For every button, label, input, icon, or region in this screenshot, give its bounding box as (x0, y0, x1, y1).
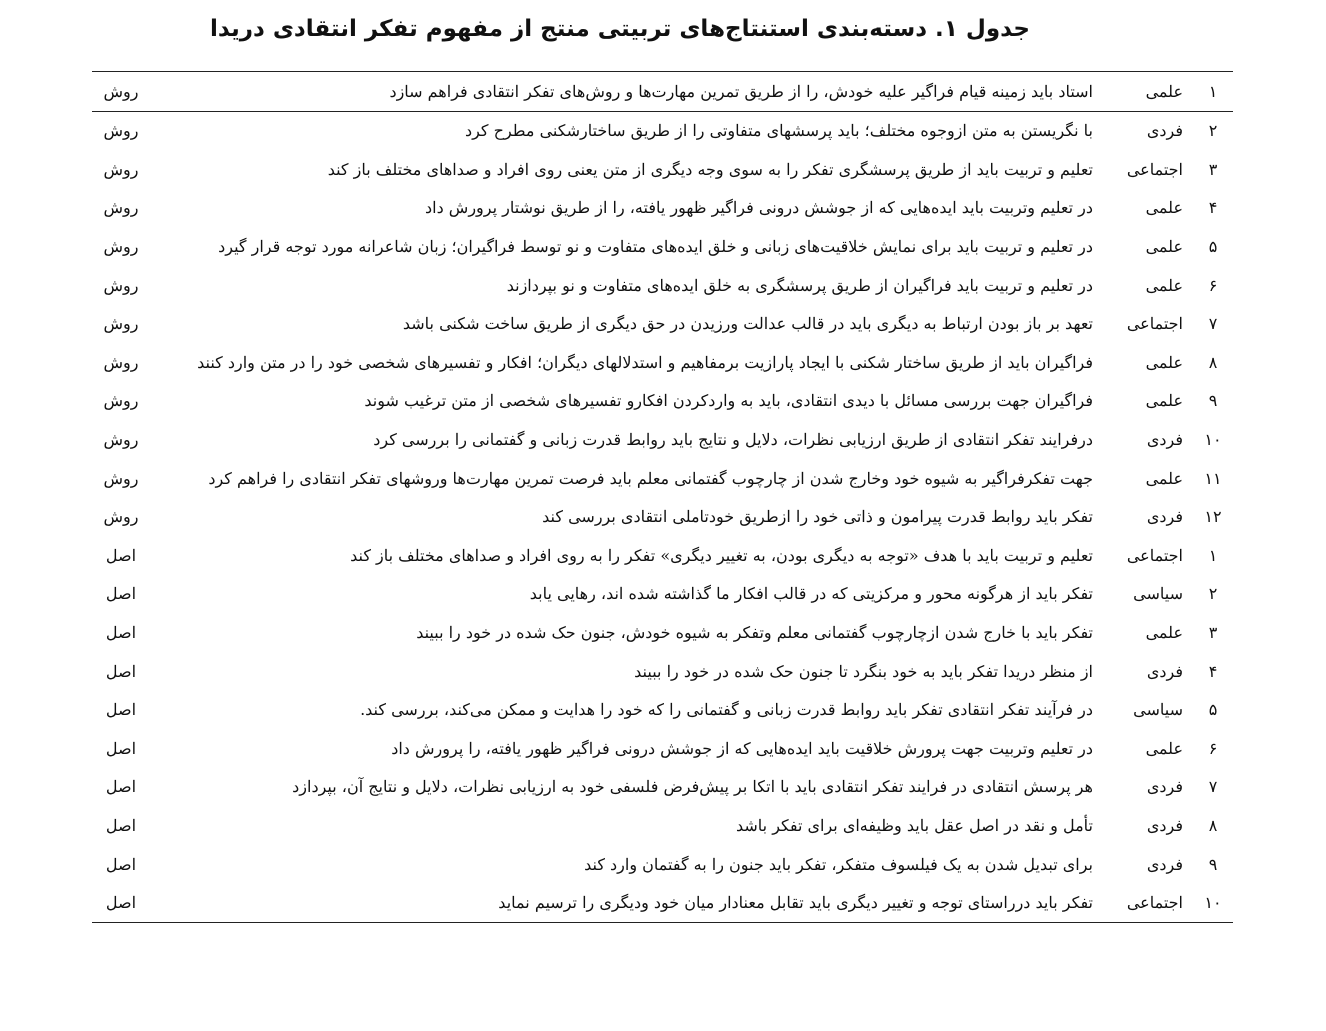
row-category: فردی (1146, 121, 1183, 141)
row-number: ۱۰ (1204, 893, 1222, 913)
row-text: در فرآیند تفکر انتقادی تفکر باید روابط قدرت زبانی و گفتمانی را که خود را هدایت و ممکن می‌کند، بررسی کند. (360, 700, 1093, 720)
row-type: روش (103, 314, 139, 334)
row-type: اصل (105, 584, 137, 604)
table-row (92, 189, 1233, 228)
bottom-rule (92, 922, 1233, 923)
row-type: روش (103, 121, 139, 141)
row-number: ۱۰ (1204, 430, 1222, 450)
row-number: ۴ (1208, 661, 1218, 681)
row-number: ۱۲ (1204, 507, 1222, 527)
row-type: روش (103, 275, 139, 295)
row-type: روش (103, 237, 139, 257)
row-category: علمی (1145, 391, 1183, 411)
row-text: تفکر باید با خارج شدن ازچارچوب گفتمانی معلم وتفکر به شیوه خودش، جنون حک شده در خود را ببیند (416, 623, 1093, 643)
table-row (92, 112, 1233, 151)
row-category: فردی (1146, 854, 1183, 874)
row-text: هر پرسش انتقادی در فرایند تفکر انتقادی باید با اتکا بر پیش‌فرض فلسفی خود به ارزیابی نظرات، دلایل و نتایج آن، بپردازد (292, 777, 1093, 797)
row-category: فردی (1146, 430, 1183, 450)
table-row (92, 537, 1233, 576)
row-number: ۲ (1208, 121, 1218, 141)
row-category: اجتماعی (1126, 893, 1183, 913)
row-text: در تعلیم وتربیت جهت پرورش خلاقیت باید ایده‌هایی که از جوشش درونی فراگیر ظهور یافته، را پرورش داد (391, 738, 1093, 758)
row-number: ۷ (1208, 314, 1218, 334)
row-type: روش (103, 507, 139, 527)
row-category: علمی (1145, 237, 1183, 257)
row-text: تعلیم و تربیت باید از طریق پرسشگری تفکر را به سوی وجه دیگری از متن یعنی روی افراد و صداهای مختلف باز کند (327, 159, 1093, 179)
row-category: سیاسی (1133, 700, 1183, 720)
row-type: اصل (105, 700, 137, 720)
row-type: روش (103, 468, 139, 488)
row-number: ۷ (1208, 777, 1218, 797)
table-row (92, 498, 1233, 537)
table-row (92, 421, 1233, 460)
row-text: تأمل و نقد در اصل عقل باید وظیفه‌ای برای تفکر باشد (735, 815, 1093, 835)
table-body (92, 72, 1233, 922)
row-category: علمی (1145, 352, 1183, 372)
row-text: در تعلیم وتربیت باید ایده‌هایی که از جوشش درونی فراگیر ظهور یافته، را از طریق نوشتار پرورش داد (425, 198, 1093, 218)
row-text: در تعلیم و تربیت باید فراگیران از طریق پرسشگری به خلق ایده‌های متفاوت و نو بپردازند (506, 275, 1093, 295)
row-type: اصل (105, 623, 137, 643)
row-category: علمی (1145, 468, 1183, 488)
table-row (92, 266, 1233, 305)
row-category: علمی (1145, 81, 1183, 101)
row-number: ۳ (1208, 159, 1218, 179)
row-text: با نگریستن به متن ازوجوه مختلف؛ باید پرسشهای متفاوتی را از طریق ساختارشکنی مطرح کرد (464, 121, 1093, 141)
row-type: روش (103, 81, 139, 101)
row-text: تفکر باید درراستای توجه و تغییر دیگری باید تقابل معنادار میان خود ودیگری را ترسیم نماید (498, 893, 1093, 913)
row-text: درفرایند تفکر انتقادی از طریق ارزیابی نظرات، دلایل و نتایج باید روابط قدرت زبانی و گفتمانی را بررسی کرد (373, 430, 1093, 450)
row-category: اجتماعی (1126, 545, 1183, 565)
row-text: تعلیم و تربیت باید با هدف «توجه به دیگری بودن، به تغییر دیگری» تفکر را به روی افراد و صداهای مختلف باز کند (350, 545, 1093, 565)
row-type: اصل (105, 854, 137, 874)
table-row (92, 151, 1233, 190)
row-number: ۱۱ (1204, 468, 1222, 488)
row-number: ۲ (1208, 584, 1218, 604)
row-category: فردی (1146, 777, 1183, 797)
row-number: ۹ (1208, 854, 1218, 874)
table-row (92, 305, 1233, 344)
row-type: روش (103, 198, 139, 218)
table-row (92, 730, 1233, 769)
table-row (92, 72, 1233, 111)
row-category: علمی (1145, 623, 1183, 643)
row-category: اجتماعی (1126, 159, 1183, 179)
table-row (92, 884, 1233, 923)
row-type: اصل (105, 893, 137, 913)
table-row (92, 652, 1233, 691)
table-row (92, 382, 1233, 421)
row-category: سیاسی (1133, 584, 1183, 604)
row-number: ۱ (1208, 81, 1218, 101)
row-type: روش (103, 352, 139, 372)
table-row (92, 845, 1233, 884)
table-row (92, 228, 1233, 267)
row-text: از منظر دریدا تفکر باید به خود بنگرد تا جنون حک شده در خود را ببیند (634, 661, 1093, 681)
row-number: ۵ (1208, 700, 1218, 720)
table-title: جدول ۱. دسته‌بندی استنتاج‌های تربیتی منتج از مفهوم تفکر انتقادی دریدا (210, 16, 1030, 42)
row-number: ۵ (1208, 237, 1218, 257)
table-row (92, 768, 1233, 807)
row-type: اصل (105, 777, 137, 797)
table-row (92, 459, 1233, 498)
row-number: ۱ (1208, 545, 1218, 565)
table-row (92, 614, 1233, 653)
row-category: فردی (1146, 507, 1183, 527)
row-type: اصل (105, 738, 137, 758)
row-text: فراگیران باید از طریق ساختار شکنی با ایجاد پارازیت برمفاهیم و استدلالهای دیگران؛ افکار و تفسیرهای شخصی خود را در متن وارد کنند (197, 352, 1093, 372)
row-type: اصل (105, 545, 137, 565)
row-number: ۴ (1208, 198, 1218, 218)
row-category: اجتماعی (1126, 314, 1183, 334)
results-table (92, 71, 1233, 923)
row-category: فردی (1146, 815, 1183, 835)
row-text: جهت تفکرفراگیر به شیوه خود وخارج شدن از چارچوب گفتمانی معلم باید فرصت تمرین مهارت‌ها وروشهای تفکر انتقادی را فراهم کرد (208, 468, 1093, 488)
row-category: علمی (1145, 198, 1183, 218)
row-text: در تعلیم و تربیت باید برای نمایش خلاقیت‌های زبانی و خلق ایده‌های متفاوت و نو توسط فراگیران؛ زبان شاعرانه مورد توجه قرار گیرد (218, 237, 1093, 257)
row-type: اصل (105, 661, 137, 681)
row-text: تفکر باید از هرگونه محور و مرکزیتی که در قالب افکار ما گذاشته شده اند، رهایی یابد (529, 584, 1093, 604)
row-number: ۸ (1208, 815, 1218, 835)
row-type: روش (103, 391, 139, 411)
row-text: فراگیران جهت بررسی مسائل با دیدی انتقادی، باید به واردکردن افکارو تفسیرهای شخصی از متن ترغیب شوند (364, 391, 1093, 411)
row-number: ۳ (1208, 623, 1218, 643)
row-category: علمی (1145, 738, 1183, 758)
row-number: ۶ (1208, 738, 1218, 758)
row-text: تعهد بر باز بودن ارتباط به دیگری باید در قالب عدالت ورزیدن در حق دیگری از طریق ساخت شکنی باشد (402, 314, 1093, 334)
row-category: علمی (1145, 275, 1183, 295)
table-row (92, 344, 1233, 383)
row-text: تفکر باید روابط قدرت پیرامون و ذاتی خود را ازطریق خودتاملی انتقادی بررسی کند (542, 507, 1093, 527)
row-type: روش (103, 159, 139, 179)
row-type: روش (103, 430, 139, 450)
row-category: فردی (1146, 661, 1183, 681)
table-row (92, 807, 1233, 846)
row-number: ۶ (1208, 275, 1218, 295)
row-type: اصل (105, 815, 137, 835)
row-number: ۹ (1208, 391, 1218, 411)
row-number: ۸ (1208, 352, 1218, 372)
row-text: برای تبدیل شدن به یک فیلسوف متفکر، تفکر باید جنون را به گفتمان وارد کند (584, 854, 1093, 874)
table-row (92, 575, 1233, 614)
row-text: استاد باید زمینه قیام فراگیر علیه خودش، را از طریق تمرین مهارت‌ها و روش‌های تفکر انتقادی فراهم سازد (389, 81, 1093, 101)
table-row (92, 691, 1233, 730)
